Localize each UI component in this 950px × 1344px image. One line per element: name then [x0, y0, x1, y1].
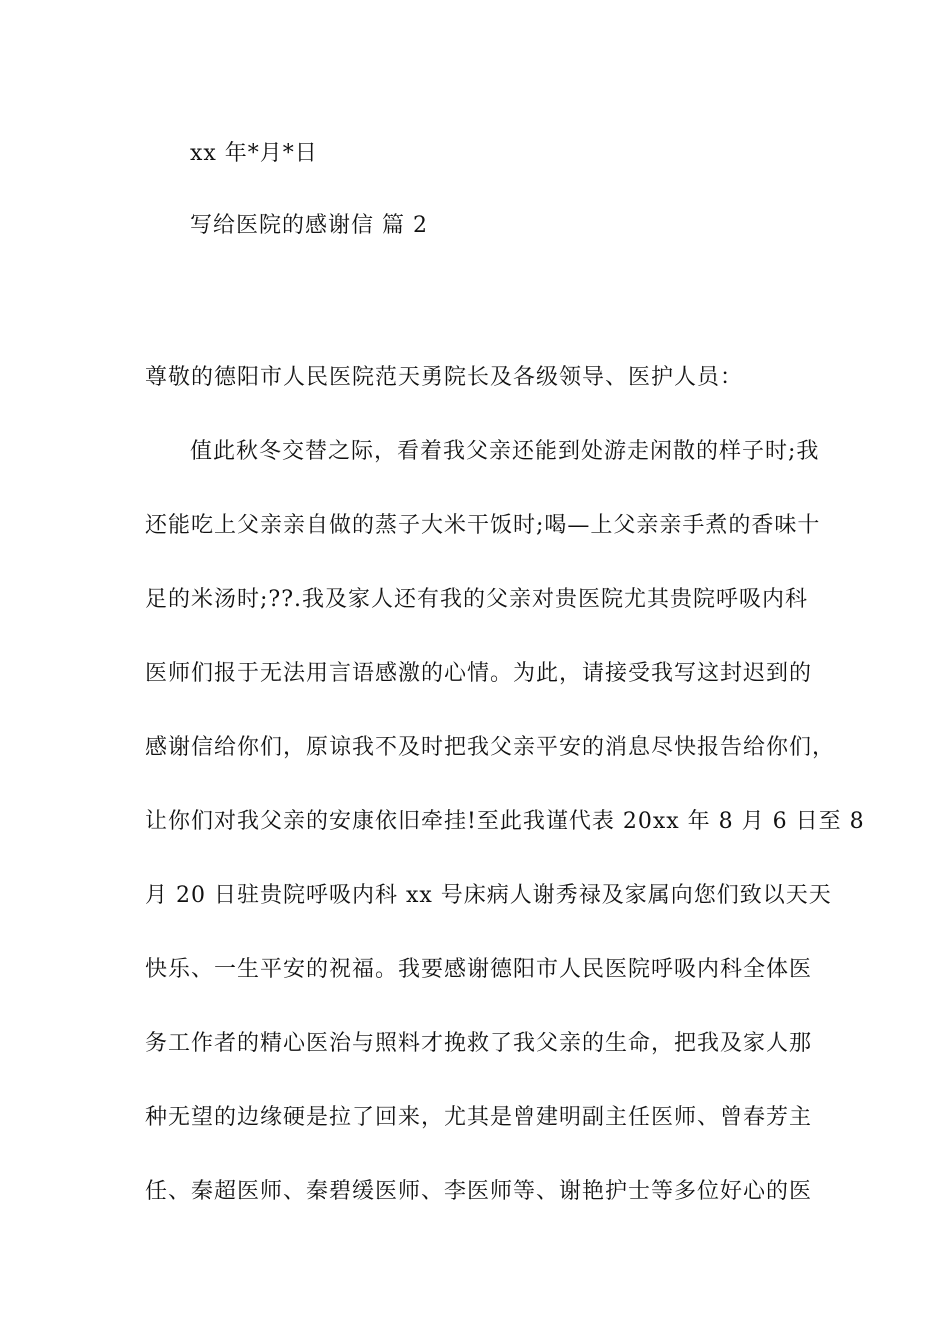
body-line: 快乐、一生平安的祝福。我要感谢德阳市人民医院呼吸内科全体医	[145, 957, 813, 982]
body-line: 值此秋冬交替之际，看着我父亲还能到处游走闲散的样子时;我	[190, 439, 820, 464]
body-line: 感谢信给你们，原谅我不及时把我父亲平安的消息尽快报告给你们，	[145, 735, 836, 760]
body-line: 任、秦超医师、秦碧缓医师、李医师等、谢艳护士等多位好心的医	[145, 1179, 813, 1204]
body-line: 医师们报于无法用言语感激的心情。为此，请接受我写这封迟到的	[145, 661, 813, 686]
body-line: 月 20 日驻贵院呼吸内科 xx 号床病人谢秀禄及家属向您们致以天天	[145, 883, 832, 908]
body-line: 让你们对我父亲的安康依旧牵挂!至此我谨代表 20xx 年 8 月 6 日至 8	[145, 809, 865, 834]
salutation: 尊敬的德阳市人民医院范天勇院长及各级领导、医护人员：	[145, 365, 744, 390]
body-line: 种无望的边缘硬是拉了回来，尤其是曾建明副主任医师、曾春芳主	[145, 1105, 813, 1130]
body-line: 足的米汤时;??.我及家人还有我的父亲对贵医院尤其贵院呼吸内科	[145, 587, 808, 612]
body-line: 还能吃上父亲亲自做的蒸子大米干饭时;喝—上父亲亲手煮的香味十	[145, 513, 821, 538]
letter-title: 写给医院的感谢信 篇 2	[190, 213, 428, 238]
body-line: 务工作者的精心医治与照料才挽救了我父亲的生命，把我及家人那	[145, 1031, 813, 1056]
date-line: xx 年*月*日	[190, 141, 318, 166]
